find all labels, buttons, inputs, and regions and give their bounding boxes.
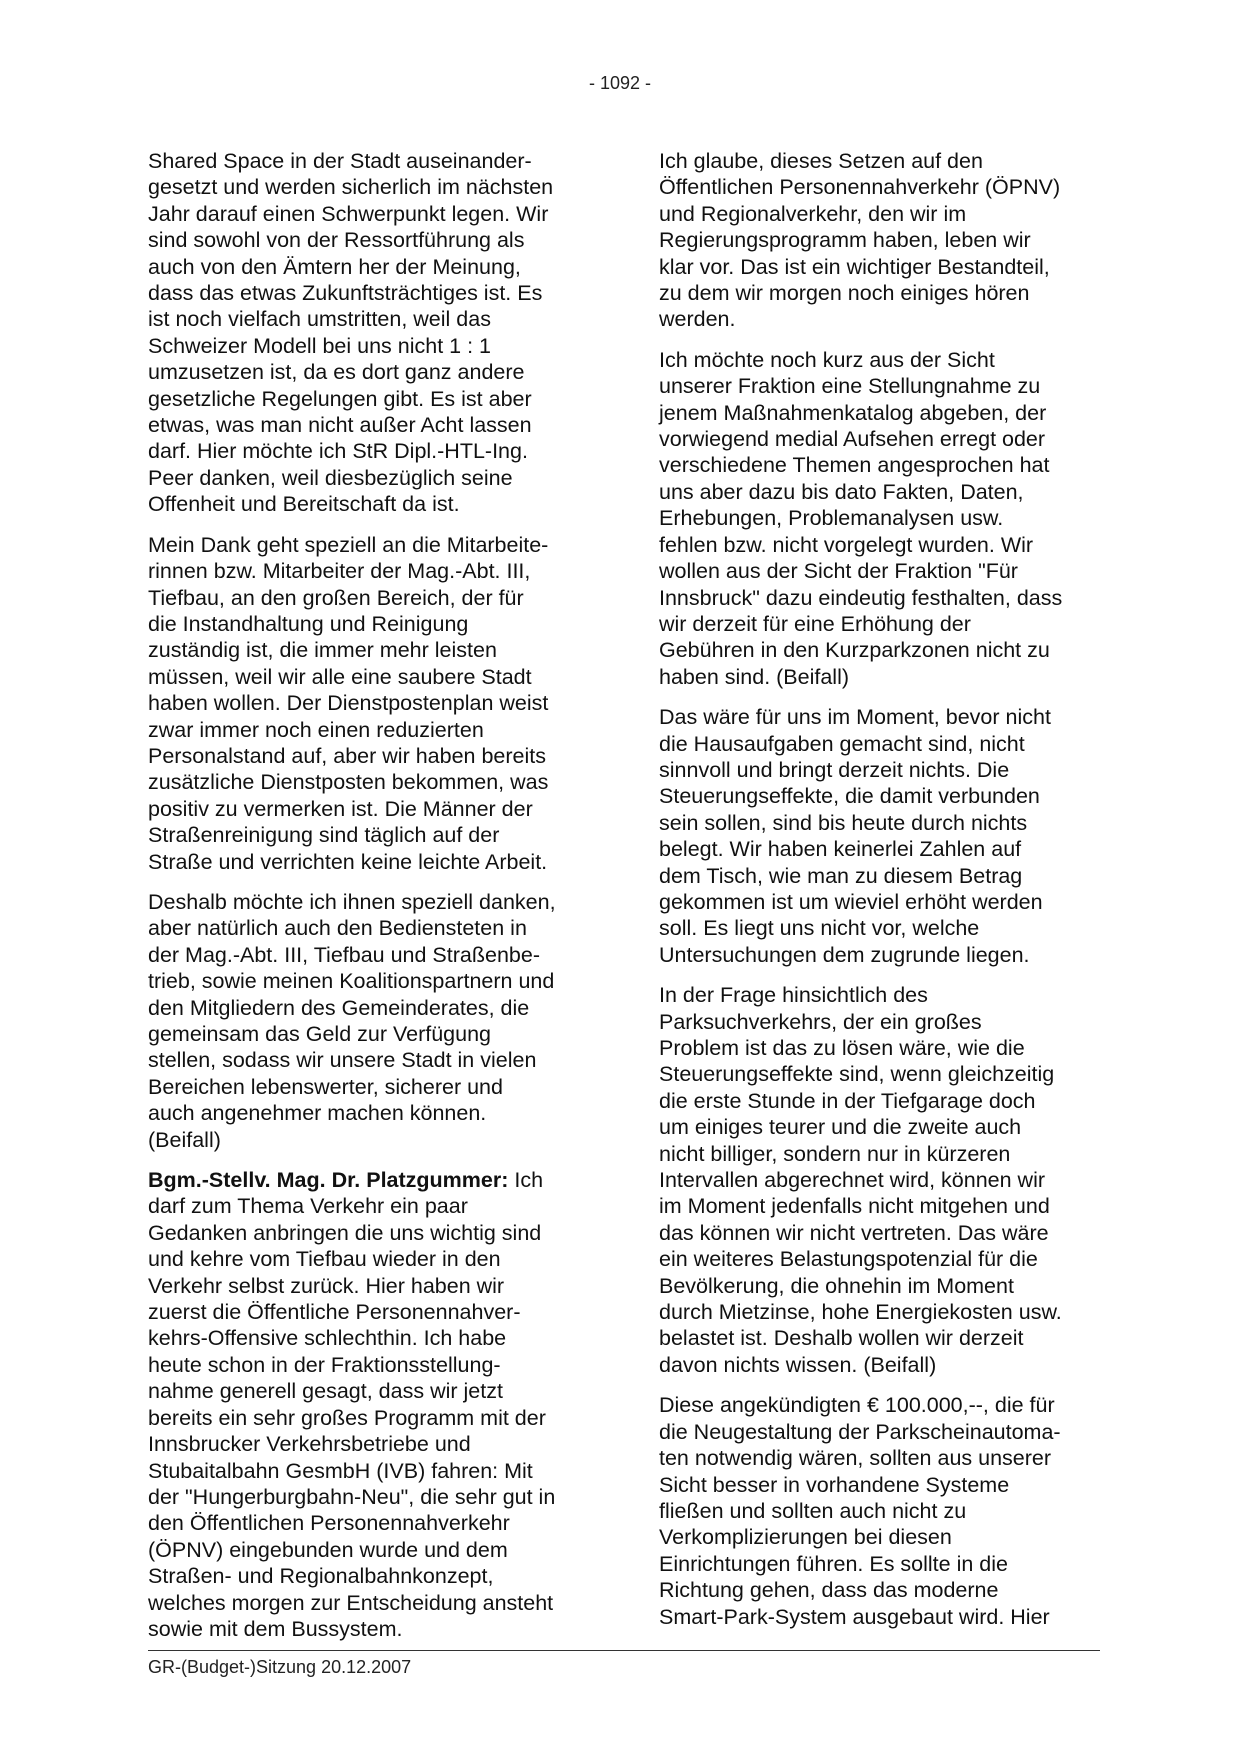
text-line: müssen, weil wir alle eine saubere Stadt xyxy=(148,664,532,689)
text-line: um einiges teurer und die zweite auch xyxy=(659,1115,1022,1140)
text-line: (ÖPNV) eingebunden wurde und dem xyxy=(148,1537,508,1562)
text-line: Ich glaube, dieses Setzen auf den xyxy=(659,149,983,173)
text-line: sind sowohl von der Ressortführung als xyxy=(148,228,525,253)
text-line: Offenheit und Bereitschaft da ist. xyxy=(148,492,460,517)
text-line: darf. Hier möchte ich StR Dipl.-HTL-Ing. xyxy=(148,439,528,464)
text-line: uns aber dazu bis dato Fakten, Daten, xyxy=(659,479,1024,504)
text-line: Einrichtungen führen. Es sollte in die xyxy=(659,1551,1008,1576)
text-line: In der Frage hinsichtlich des xyxy=(659,983,928,1008)
text-line: ist noch vielfach umstritten, weil das xyxy=(148,307,491,332)
text-line: zuerst die Öffentliche Personennahver- xyxy=(148,1300,521,1325)
text-line: Innsbruck" dazu eindeutig festhalten, dass xyxy=(659,585,1063,610)
text-line: sowie mit dem Bussystem. xyxy=(148,1616,403,1641)
right-text-column xyxy=(659,148,1099,1644)
speaker-line-text: Ich xyxy=(508,1168,544,1193)
text-line: Verkomplizierungen bei diesen xyxy=(659,1525,952,1550)
text-line: werden. xyxy=(659,307,736,332)
text-line: Diese angekündigten € 100.000,--, die für xyxy=(659,1393,1055,1418)
speaker-name: Bgm.-Stellv. Mag. Dr. Platzgummer: xyxy=(148,1168,509,1193)
text-line: sinnvoll und bringt derzeit nichts. Die xyxy=(659,757,1010,782)
text-line: zwar immer noch einen reduzierten xyxy=(148,717,484,742)
text-line: haben sind. (Beifall) xyxy=(659,664,850,689)
text-line: die Instandhaltung und Reinigung xyxy=(148,611,469,636)
text-line: Stubaitalbahn GesmbH (IVB) fahren: Mit xyxy=(148,1458,533,1483)
text-line: Verkehr selbst zurück. Hier haben wir xyxy=(148,1273,505,1298)
text-line: Intervallen abgerechnet wird, können wir xyxy=(659,1168,1046,1193)
text-line: dem Tisch, wie man zu diesem Betrag xyxy=(659,863,1023,888)
text-line: Sicht besser in vorhandene Systeme xyxy=(659,1472,1010,1497)
text-line: sein sollen, sind bis heute durch nichts xyxy=(659,810,1028,835)
text-line: Schweizer Modell bei uns nicht 1 : 1 xyxy=(148,333,491,358)
text-line: nicht billiger, sondern nur in kürzeren xyxy=(659,1141,1011,1166)
text-line: zuständig ist, die immer mehr leisten xyxy=(148,638,497,663)
text-line: auch von den Ämtern her der Meinung, xyxy=(148,254,521,279)
text-line: Gebühren in den Kurzparkzonen nicht zu xyxy=(659,638,1050,663)
footer-session-label: GR-(Budget-)Sitzung 20.12.2007 xyxy=(148,1657,412,1677)
text-line: fließen und sollten auch nicht zu xyxy=(659,1498,967,1523)
text-line: der "Hungerburgbahn-Neu", die sehr gut in xyxy=(148,1484,556,1509)
text-line: Regierungsprogramm haben, leben wir xyxy=(659,228,1031,253)
text-line: Das wäre für uns im Moment, bevor nicht xyxy=(659,705,1051,730)
text-line: Problem ist das zu lösen wäre, wie die xyxy=(659,1036,1025,1060)
text-line: Steuerungseffekte, die damit verbunden xyxy=(659,784,1040,809)
text-line: Personalstand auf, aber wir haben bereits xyxy=(148,743,546,768)
text-line: haben wollen. Der Dienstpostenplan weist xyxy=(148,691,549,716)
text-line: Straße und verrichten keine leichte Arbeit. xyxy=(148,849,548,874)
text-line: bereits ein sehr großes Programm mit der xyxy=(148,1405,546,1430)
paragraph xyxy=(659,347,1099,690)
text-line: darf zum Thema Verkehr ein paar xyxy=(148,1194,468,1219)
text-line: gesetzliche Regelungen gibt. Es ist aber xyxy=(148,386,532,411)
left-text-column xyxy=(148,148,588,1656)
text-line: Steuerungseffekte sind, wenn gleichzeitig xyxy=(659,1062,1055,1087)
text-line: den Öffentlichen Personennahverkehr xyxy=(148,1511,510,1536)
text-line: auch angenehmer machen können. xyxy=(148,1101,487,1126)
text-line: verschiedene Themen angesprochen hat xyxy=(659,453,1050,478)
text-line: aber natürlich auch den Bediensteten in xyxy=(148,916,527,941)
text-line: durch Mietzinse, hohe Energiekosten usw. xyxy=(659,1300,1062,1325)
text-line: gemeinsam das Geld zur Verfügung xyxy=(148,1022,492,1046)
text-line: Tiefbau, an den großen Bereich, der für xyxy=(148,585,524,610)
text-line: umzusetzen ist, da es dort ganz andere xyxy=(148,360,525,385)
text-line: Öffentlichen Personennahverkehr (ÖPNV) xyxy=(659,175,1061,200)
paragraph xyxy=(659,982,1099,1378)
text-line: Smart-Park-System ausgebaut wird. Hier xyxy=(659,1604,1050,1629)
text-line: belastet ist. Deshalb wollen wir derzeit xyxy=(659,1326,1024,1351)
text-line: davon nichts wissen. (Beifall) xyxy=(659,1352,937,1377)
text-line: positiv zu vermerken ist. Die Männer der xyxy=(148,796,533,821)
text-line: zu dem wir morgen noch einiges hören xyxy=(659,281,1030,306)
text-line: Bereichen lebenswerter, sicherer und xyxy=(148,1074,503,1099)
text-line: Straßen- und Regionalbahnkonzept, xyxy=(148,1564,494,1589)
paragraph xyxy=(659,1392,1099,1630)
text-line: das können wir nicht vertreten. Das wäre xyxy=(659,1220,1049,1245)
text-line: soll. Es liegt uns nicht vor, welche xyxy=(659,916,980,941)
text-line: kehrs-Offensive schlechthin. Ich habe xyxy=(148,1326,507,1351)
text-line: den Mitgliedern des Gemeinderates, die xyxy=(148,995,530,1020)
text-line: Parksuchverkehrs, der ein großes xyxy=(659,1009,982,1034)
text-line xyxy=(148,1167,588,1193)
text-line: Richtung gehen, dass das moderne xyxy=(659,1578,999,1603)
text-line: klar vor. Das ist ein wichtiger Bestandteil, xyxy=(659,254,1050,279)
text-line: der Mag.-Abt. III, Tiefbau und Straßenbe- xyxy=(148,942,540,967)
paragraph xyxy=(148,148,588,518)
paragraph xyxy=(148,889,588,1153)
text-line: (Beifall) xyxy=(148,1127,221,1152)
text-line: welches morgen zur Entscheidung ansteht xyxy=(148,1590,554,1615)
text-line: Mein Dank geht speziell an die Mitarbeite- xyxy=(148,532,549,557)
text-line: Deshalb möchte ich ihnen speziell danken, xyxy=(148,889,556,914)
text-line: Jahr darauf einen Schwerpunkt legen. Wir xyxy=(148,201,549,226)
text-line: und Regionalverkehr, den wir im xyxy=(659,201,967,226)
page-number: - 1092 - xyxy=(588,73,652,93)
text-line: vorwiegend medial Aufsehen erregt oder xyxy=(659,427,1046,452)
paragraph xyxy=(148,1167,588,1642)
text-line: gesetzt und werden sicherlich im nächsten xyxy=(148,175,554,200)
text-line: Erhebungen, Problemanalysen usw. xyxy=(659,506,1004,531)
text-line: jenem Maßnahmenkatalog abgeben, der xyxy=(659,400,1047,425)
text-line: fehlen bzw. nicht vorgelegt wurden. Wir xyxy=(659,532,1034,557)
text-line: wollen aus der Sicht der Fraktion "Für xyxy=(659,559,1018,584)
text-line: etwas, was man nicht außer Acht lassen xyxy=(148,413,532,438)
text-line: im Moment jedenfalls nicht mitgehen und xyxy=(659,1194,1050,1219)
text-line: gekommen ist um wieviel erhöht werden xyxy=(659,889,1043,914)
text-line: nahme generell gesagt, dass wir jetzt xyxy=(148,1379,503,1404)
text-line: Bevölkerung, die ohnehin im Moment xyxy=(659,1273,1014,1298)
text-line: die Hausaufgaben gemacht sind, nicht xyxy=(659,731,1025,756)
text-line: dass das etwas Zukunftsträchtiges ist. Es xyxy=(148,281,543,306)
text-line: ten notwendig wären, sollten aus unserer xyxy=(659,1446,1052,1471)
text-line: heute schon in der Fraktionsstellung- xyxy=(148,1352,501,1377)
text-line: rinnen bzw. Mitarbeiter der Mag.-Abt. III, xyxy=(148,559,531,584)
text-line: Innsbrucker Verkehrsbetriebe und xyxy=(148,1432,471,1457)
text-line: Untersuchungen dem zugrunde liegen. xyxy=(659,942,1030,967)
text-line: Gedanken anbringen die uns wichtig sind xyxy=(148,1220,542,1245)
text-line: Shared Space in der Stadt auseinander- xyxy=(148,149,532,173)
text-line: Peer danken, weil diesbezüglich seine xyxy=(148,465,513,490)
text-line: Straßenreinigung sind täglich auf der xyxy=(148,823,500,848)
paragraph xyxy=(659,704,1099,968)
text-line: Ich möchte noch kurz aus der Sicht xyxy=(659,347,995,372)
text-line: die erste Stunde in der Tiefgarage doch xyxy=(659,1088,1036,1113)
text-line: und kehre vom Tiefbau wieder in den xyxy=(148,1247,501,1272)
text-line: wir derzeit für eine Erhöhung der xyxy=(659,611,971,636)
text-line: unserer Fraktion eine Stellungnahme zu xyxy=(659,374,1041,399)
text-line: stellen, sodass wir unsere Stadt in vielen xyxy=(148,1048,537,1073)
footer-divider xyxy=(148,1650,1100,1651)
paragraph xyxy=(659,148,1099,333)
text-line: belegt. Wir haben keinerlei Zahlen auf xyxy=(659,837,1022,862)
text-line: trieb, sowie meinen Koalitionspartnern und xyxy=(148,969,555,994)
text-line: ein weiteres Belastungspotenzial für die xyxy=(659,1247,1038,1272)
paragraph xyxy=(148,532,588,875)
text-line: die Neugestaltung der Parkscheinautoma- xyxy=(659,1419,1061,1444)
text-line: zusätzliche Dienstposten bekommen, was xyxy=(148,770,549,795)
